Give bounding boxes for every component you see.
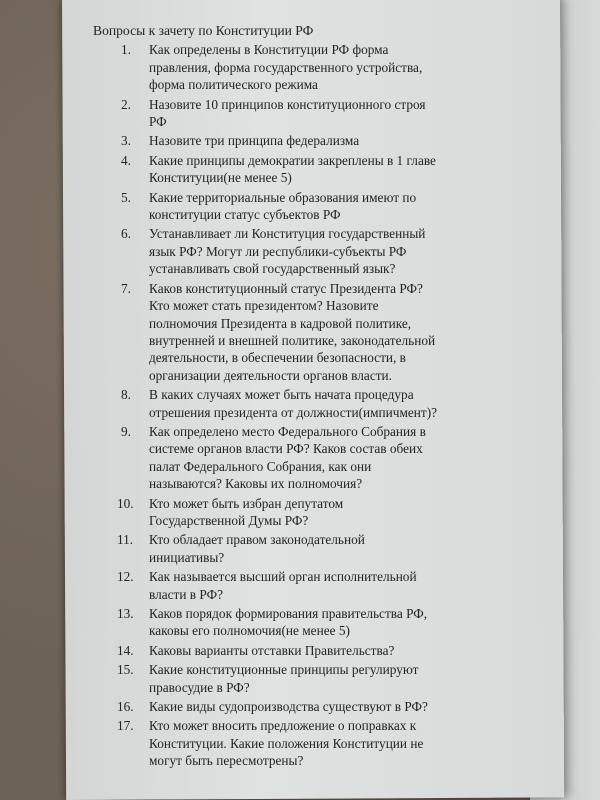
question-text-line: РФ [149, 114, 167, 130]
question-document [93, 22, 513, 772]
question-text-line: каковы его полномочия(не менее 5) [149, 623, 350, 639]
question-number: 2. [121, 96, 131, 112]
question-text-line: полномочия Президента в кадровой политике, [149, 315, 412, 331]
question-item [93, 495, 513, 530]
question-text-line: Конституции(не менее 5) [149, 170, 292, 186]
question-number: 3. [121, 133, 131, 149]
question-number: 14. [117, 642, 134, 658]
question-text-line: организации деятельности органов власти. [149, 367, 392, 383]
question-number: 5. [121, 189, 131, 205]
question-number: 9. [121, 423, 131, 439]
question-number: 4. [121, 152, 131, 168]
question-number: 10. [117, 495, 134, 511]
question-text-line: власти в РФ? [149, 586, 223, 602]
question-list [93, 41, 513, 769]
question-item [93, 661, 513, 696]
question-number: 12. [117, 569, 134, 585]
question-number: 17. [117, 718, 134, 734]
question-text-line: Кто может стать президентом? Назовите [149, 298, 379, 314]
question-text-line: Каков порядок формирования правительства РФ, [149, 606, 428, 621]
question-item [93, 698, 513, 715]
question-text-line: Кто может вносить предложение о поправках к [149, 718, 417, 734]
question-text-line: могут быть пересмотрены? [149, 753, 304, 769]
question-text-line: В каких случаях может быть начата процедура [149, 387, 414, 403]
question-item [93, 531, 513, 566]
question-text-line: правления, форма государственного устройства, [149, 59, 423, 75]
question-item [93, 717, 513, 769]
question-text-line: называются? Каковы их полномочия? [149, 476, 363, 492]
question-number: 7. [121, 280, 131, 296]
question-text-line: Назовите 10 принципов конституционного строя [149, 96, 426, 112]
question-text-line: отрешения президента от должности(импичмент)? [149, 404, 438, 420]
question-text-line: Конституции. Какие положения Конституции не [149, 735, 424, 751]
question-text-line: Какие конституционные принципы регулируют [149, 662, 419, 678]
question-text-line: деятельности, в обеспечении безопасности, в [149, 350, 406, 366]
question-number: 16. [117, 699, 134, 715]
question-text-line: внутренней и внешней политике, законодательной [149, 332, 436, 348]
question-item [93, 386, 513, 421]
question-item [93, 132, 513, 149]
question-item [93, 96, 513, 131]
question-text-line: Государственной Думы РФ? [149, 512, 309, 528]
question-text-line: Устанавливает ли Конституция государственный [149, 226, 426, 242]
question-item [93, 189, 513, 224]
question-text-line: Как определены в Конституции РФ форма [149, 42, 389, 58]
question-text-line: правосудие в РФ? [149, 679, 250, 695]
question-text-line: Каков конституционный статус Президента РФ? [149, 280, 423, 296]
question-text-line: Как определено место Федерального Собрания в [149, 423, 426, 439]
question-number: 8. [121, 387, 131, 403]
question-text-line: системе органов власти РФ? Каков состав обеих [149, 441, 423, 457]
question-item [93, 642, 513, 659]
question-item [93, 423, 513, 493]
question-item [93, 152, 513, 187]
question-item [93, 605, 513, 640]
document-title: Вопросы к зачету по Конституции РФ [93, 23, 314, 38]
question-number: 6. [121, 226, 131, 242]
question-number: 1. [121, 42, 131, 58]
question-text-line: Каковы варианты отставки Правительства? [149, 642, 395, 658]
question-text-line: форма политического режима [149, 77, 318, 93]
question-text-line: Назовите три принципа федерализма [149, 133, 360, 149]
question-text-line: конституции статус субъектов РФ [149, 207, 341, 223]
question-item [93, 225, 513, 277]
question-number: 13. [117, 606, 134, 621]
question-text-line: устанавливать свой государственный язык? [149, 261, 396, 277]
question-text-line: Кто обладает правом законодательной [149, 532, 365, 548]
question-number: 15. [117, 662, 134, 678]
question-text-line: язык РФ? Могут ли республики-субъекты РФ [149, 243, 407, 259]
question-text-line: Какие территориальные образования имеют по [149, 189, 417, 205]
question-text-line: Какие принципы демократии закреплены в 1 главе [149, 152, 436, 168]
question-text-line: инициативы? [149, 549, 225, 565]
question-text-line: Кто может быть избран депутатом [149, 495, 344, 511]
question-item [93, 41, 513, 93]
question-item [93, 280, 513, 384]
question-text-line: Какие виды судопроизводства существуют в РФ? [149, 699, 428, 715]
question-number: 11. [117, 532, 134, 548]
question-text-line: Как называется высший орган исполнительной [149, 569, 417, 585]
question-text-line: палат Федерального Собрания, как они [149, 458, 372, 474]
question-item [93, 568, 513, 603]
